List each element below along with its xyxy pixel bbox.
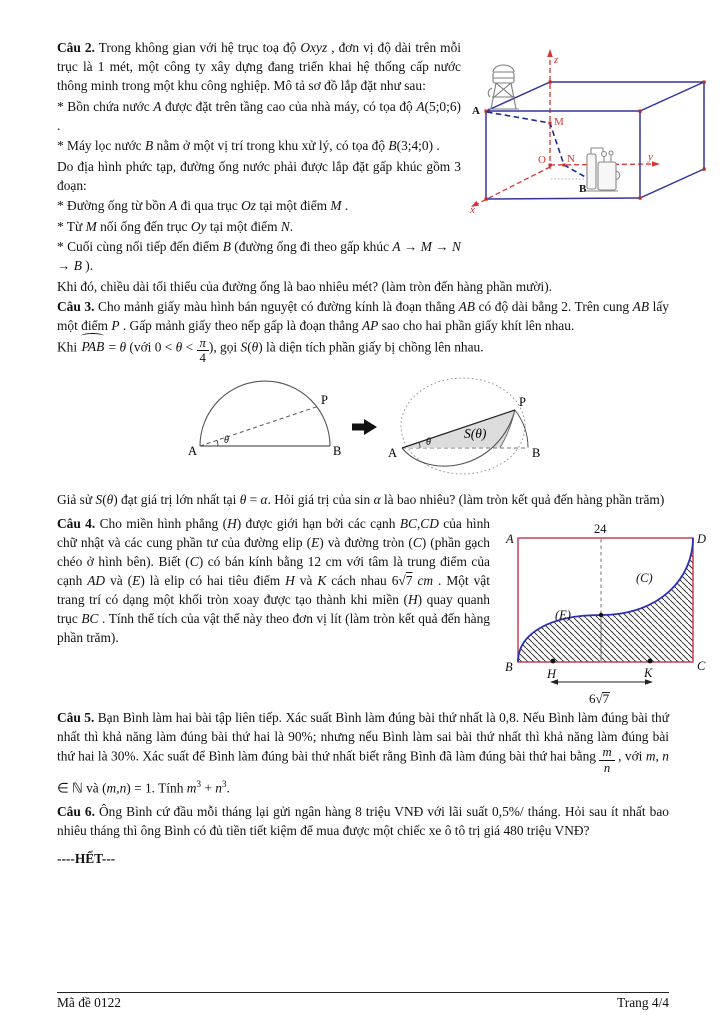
label-B: B [532,446,541,461]
axis-arrowheads [471,49,660,207]
label-B: B [505,660,513,675]
label-M: M [554,116,564,128]
label-O: O [538,154,546,166]
question-3-block [57,297,669,509]
q2-closing: Khi đó, chiều dài tối thiểu của đường ống là bao nhiêu mét? (làm tròn đến hàng phần mười). [57,278,552,294]
semicircle-before-fold [188,381,341,458]
question-2-block [57,38,669,296]
pipe-path [487,112,589,179]
label-B: B [333,444,342,459]
label-K: K [644,666,653,681]
label-D: D [697,532,707,547]
figure-coordinate-box [469,38,717,244]
q2-item-1: * Bồn chứa nước A được đặt trên tầng cao của nhà máy, có tọa độ A(5;0;6) . [57,98,461,133]
q3-condition: Khi PAB = θ (với 0 < θ < $\frac{\pi}{4}$ ), gọi S(θ) là diện tích phần giấy bị chồng lên nhau. [57,335,484,365]
label-A: A [506,532,514,547]
label-theta: θ [426,437,431,449]
label-ellipse-E: (E) [555,608,571,623]
label-24: 24 [594,522,607,537]
curve-junction-dot [599,613,603,617]
exam-code: Mã đề 0122 [57,995,121,1010]
label-6sqrt7: 6√7 [589,691,610,705]
q4-body: Câu 4. Cho miền hình phẳng (H) được giới hạn bởi các cạnh BC,CD của hình chữ nhật và các cung phần tư của đường elip (E) và đường tròn (C) (phần gạch chéo ở hình bên). Biết (C) có bán kính bằng 12 cm với tâm là trung điểm của cạnh AD và (E) là elip có hai tiêu điểm H và K cách nhau 6√7 cm . Một vật trang trí có dạng một khối tròn xoay được tạo thành khi miền (H) quay quanh trục BC . Tính thể tích của vật thể này theo đơn vị lít (làm tròn kết quả đến hàng phần trăm). [57,516,491,646]
label-z-axis: z [554,54,559,66]
figure-semicircle-fold [185,370,669,488]
page-content [57,38,707,870]
label-C: C [697,659,706,674]
rect-ellipse-svg [500,516,718,704]
label-y-axis: y [648,151,653,163]
label-P: P [321,393,328,408]
water-filter-icon [585,148,620,191]
q5-body: Câu 5. Bạn Bình làm hai bài tập liên tiếp. Xác suất Bình làm đúng bài thứ nhất là 0,8. Nếu Bình làm đúng bài thứ nhất thì khả năng làm đúng bài thứ hai là 90%; nhưng nếu Bình làm sai bài thứ nhất thì khả năng làm đúng bài thứ hai là 30%. Xác suất để Bình làm đúng bài thứ nhất biết rằng Bình đã làm đúng bài thứ hai bằng $\frac{m}{n}$ , với m, n ∈ ℕ và (m,n) = 1. Tính $m^3 + n^3$. [57,710,669,796]
label-A: A [188,444,198,459]
coordinate-box-svg [469,38,725,244]
q3-followup: Giả sử S(θ) đạt giá trị lớn nhất tại θ = α. Hỏi giá trị của sin α là bao nhiêu? (làm tròn kết quả đến hàng phần trăm) [57,492,665,508]
pipe-point-dots [549,122,591,181]
focus-K-dot [648,659,653,664]
label-circle-C: (C) [636,571,653,586]
page-number: Trang 4/4 [617,995,669,1010]
q2-item-2: * Máy lọc nước B nằm ở một vị trí trong khu xử lý, có tọa độ B(3;4;0) . [57,138,440,153]
label-x-axis: x [470,204,475,216]
q2-mid: Do địa hình phức tạp, đường ống nước phải được lắp đặt gấp khúc gồm 3 đoạn: [57,158,461,193]
focus-H-dot [551,659,556,664]
arc-P-to-B [515,410,528,448]
hatched-region [518,538,693,662]
fold-line-AP [200,406,319,446]
semicircle-fold-svg [185,370,547,488]
label-P: P [519,395,526,410]
page-footer [57,995,669,1011]
label-area-S: S(θ) [464,426,487,442]
footer-divider [57,992,669,993]
label-A: A [388,446,398,461]
q2-intro: Câu 2. Trong không gian với hệ trục toạ độ Oxyz , đơn vị độ dài trên mỗi trục là 1 mét, một công ty xây dựng đang triển khai hệ thống cấp nước thông minh trong một khu công nghiệp. Mô tả sơ đồ lắp đặt như sau: [57,40,461,93]
q6-body: Câu 6. Ông Bình cứ đầu mỗi tháng lại gửi ngân hàng 8 triệu VNĐ với lãi suất 0,5%/ tháng. Hỏi sau ít nhất bao nhiêu tháng thì ông Bình có đủ tiền tiết kiệm để mua được một chiếc xe ô tô trị giá 480 triệu VNĐ? [57,804,669,839]
end-marker: ----HẾT--- [57,851,116,867]
semicircle-after-fold [388,378,540,474]
q2-item-5: * Cuối cùng nối tiếp đến điểm B (đường ống đi theo gấp khúc A → M → N → B ). [57,239,461,273]
right-arrow-icon [352,419,377,435]
question-4-block [57,514,707,705]
figure-rect-ellipse [500,516,707,706]
label-N: N [567,153,575,165]
label-theta: θ [224,435,229,447]
q2-item-4: * Từ M nối ống đến trục Oy tại một điểm N. [57,218,294,234]
label-B: B [579,183,587,195]
label-A: A [472,105,480,117]
label-H: H [547,667,557,682]
q3-intro: Câu 3. Cho mảnh giấy màu hình bán nguyệt có đường kính là đoạn thẳng AB có độ dài bằng 2. Trên cung AB lấy một điểm P . Gấp mảnh giấy theo nếp gấp là đoạn thẳng AP sao cho hai phần giấy khít lên nhau. [57,299,669,333]
q2-item-3: * Đường ống từ bồn A đi qua trục Oz tại một điểm M . [57,198,349,213]
